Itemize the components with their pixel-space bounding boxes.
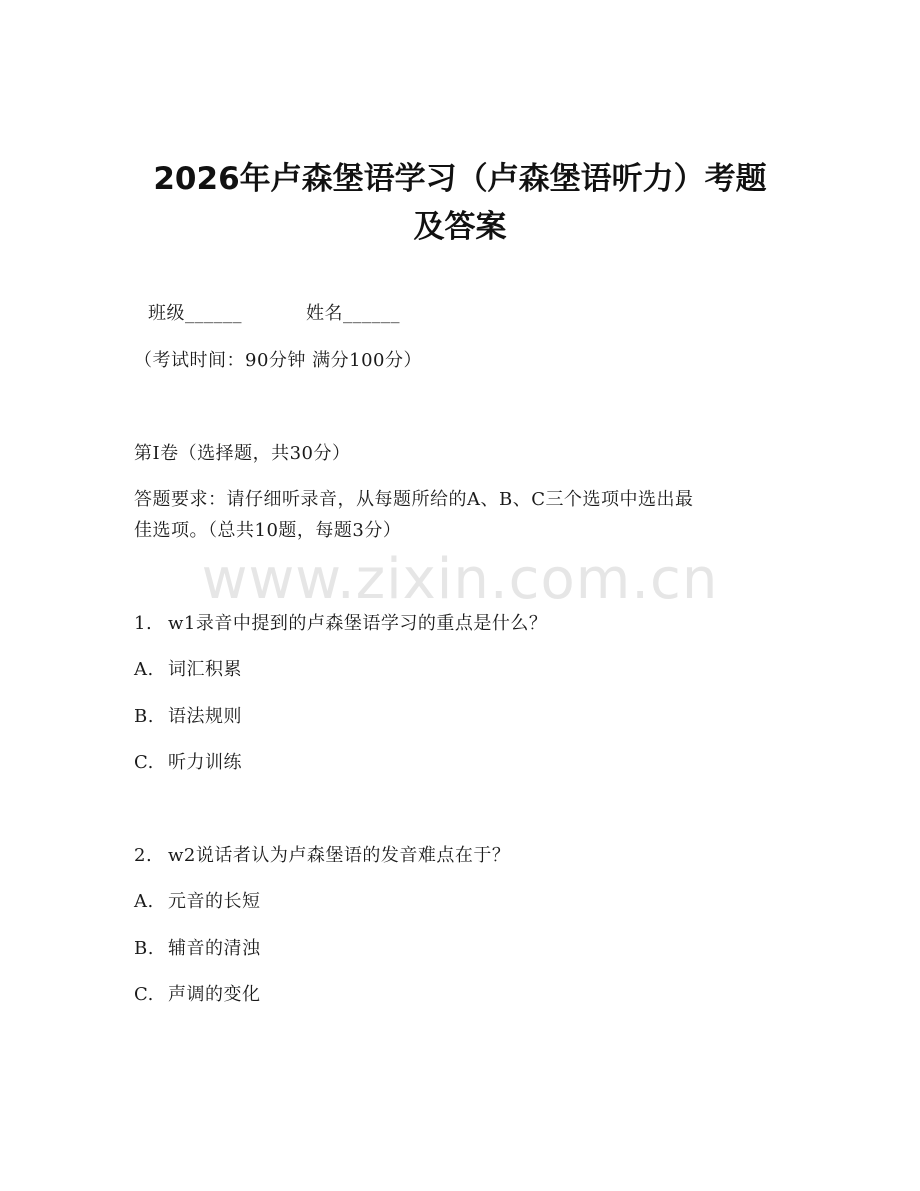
question-number: 1. [134,613,153,634]
document-title-line1: 2026年卢森堡语学习（卢森堡语听力）考题 [153,161,767,197]
document-title-line2: 及答案 [413,209,507,245]
question-2-option-b [134,936,261,962]
question-2-option-c [134,982,261,1008]
question-1-option-c [134,750,242,776]
watermark: www.zixin.com.cn [201,547,719,612]
option-letter: A. [134,659,154,680]
instructions-line2: 佳选项。（总共10题，每题3分） [134,520,402,541]
name-field: 姓名______ [306,303,400,324]
option-text: 语法规则 [168,706,242,727]
option-text: 声调的变化 [168,984,261,1005]
option-letter: A. [134,891,154,912]
option-letter: B. [134,938,154,959]
question-2-option-a [134,889,261,915]
option-text: 辅音的清浊 [168,938,261,959]
question-text: w1录音中提到的卢森堡语学习的重点是什么？ [168,613,548,634]
class-field: 班级______ [148,303,242,324]
question-1-option-b [134,704,242,730]
section-title: 第I卷（选择题，共30分） [134,443,351,464]
question-text: w2说话者认为卢森堡语的发音难点在于？ [168,845,511,866]
option-letter: C. [134,984,154,1005]
option-letter: C. [134,752,154,773]
instructions-line1: 答题要求：请仔细听录音，从每题所给的A、B、C三个选项中选出最 [134,489,694,510]
question-1 [134,611,547,637]
exam-info: （考试时间：90分钟 满分100分） [134,350,422,371]
option-text: 听力训练 [168,752,242,773]
question-number: 2. [134,845,153,866]
option-text: 元音的长短 [168,891,261,912]
option-text: 词汇积累 [168,659,242,680]
question-2 [134,843,510,869]
question-1-option-a [134,657,242,683]
option-letter: B. [134,706,154,727]
